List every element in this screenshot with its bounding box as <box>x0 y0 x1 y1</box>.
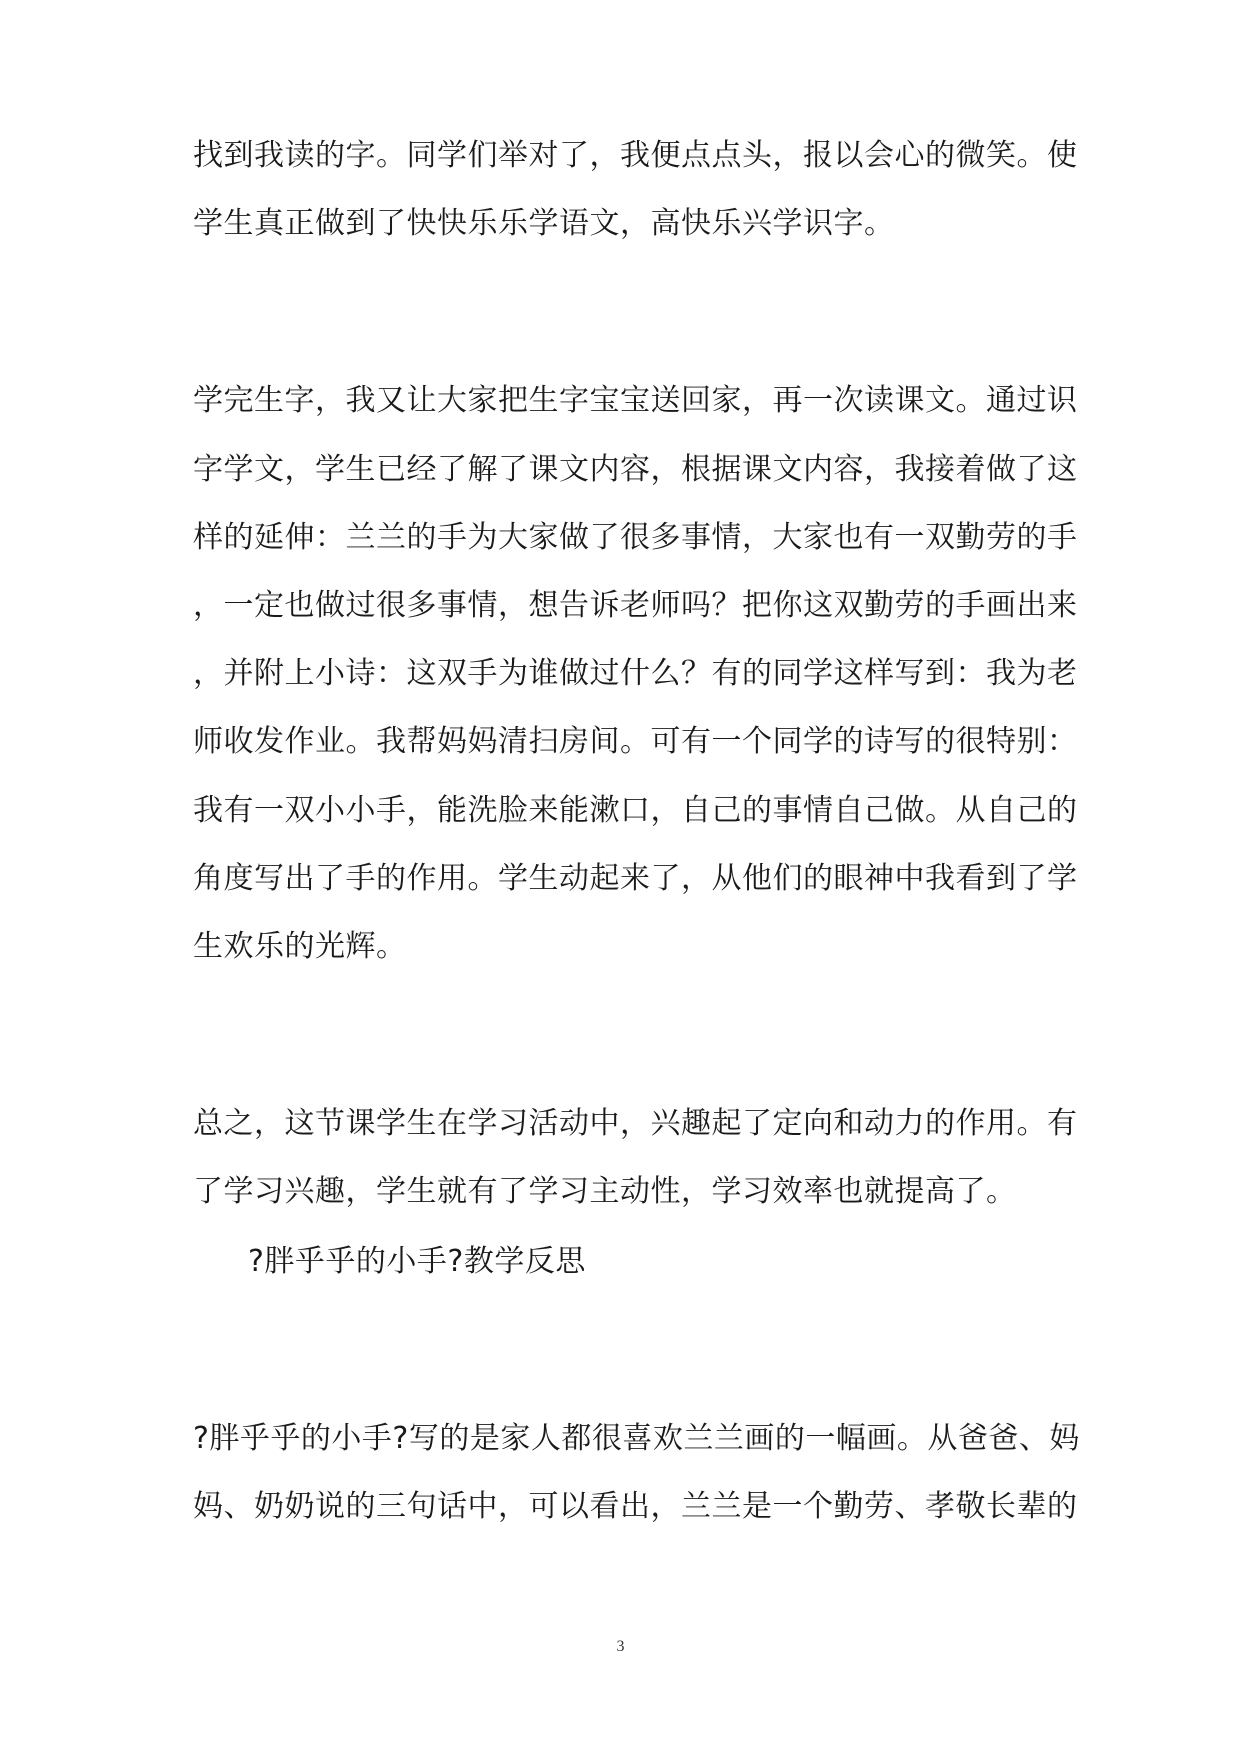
paragraph-line: 了学习兴趣，学生就有了学习主动性，学习效率也就提高了。 <box>193 1174 1017 1209</box>
paragraph-line: ，并附上小诗：这双手为谁做过什么？有的同学这样写到：我为老 <box>193 656 1078 691</box>
paragraph-line: ，一定也做过很多事情，想告诉老师吗？把你这双勤劳的手画出来 <box>193 588 1078 623</box>
paragraph-line: 师收发作业。我帮妈妈清扫房间。可有一个同学的诗写的很特别： <box>193 724 1078 759</box>
section-heading: ?胖乎乎的小手?教学反思 <box>248 1244 586 1279</box>
paragraph-line: 我有一双小小手，能洗脸来能漱口，自己的事情自己做。从自己的 <box>193 793 1078 828</box>
paragraph-line: 样的延伸：兰兰的手为大家做了很多事情，大家也有一双勤劳的手 <box>193 520 1078 555</box>
paragraph-line: 生欢乐的光辉。 <box>193 929 407 964</box>
paragraph-line: 找到我读的字。同学们举对了，我便点点头，报以会心的微笑。使 <box>193 138 1078 173</box>
paragraph-line: 妈、奶奶说的三句话中，可以看出，兰兰是一个勤劳、孝敬长辈的 <box>193 1489 1078 1524</box>
paragraph-line: 总之，这节课学生在学习活动中，兴趣起了定向和动力的作用。有 <box>193 1106 1078 1141</box>
paragraph-line: 字学文，学生已经了解了课文内容，根据课文内容，我接着做了这 <box>193 452 1078 487</box>
paragraph-line: ?胖乎乎的小手?写的是家人都很喜欢兰兰画的一幅画。从爸爸、妈 <box>193 1421 1080 1456</box>
page-number: 3 <box>616 1638 625 1655</box>
paragraph-line: 角度写出了手的作用。学生动起来了，从他们的眼神中我看到了学 <box>193 861 1078 896</box>
paragraph-line: 学完生字，我又让大家把生字宝宝送回家，再一次读课文。通过识 <box>193 383 1078 418</box>
paragraph-line: 学生真正做到了快快乐乐学语文，高快乐兴学识字。 <box>193 206 895 241</box>
